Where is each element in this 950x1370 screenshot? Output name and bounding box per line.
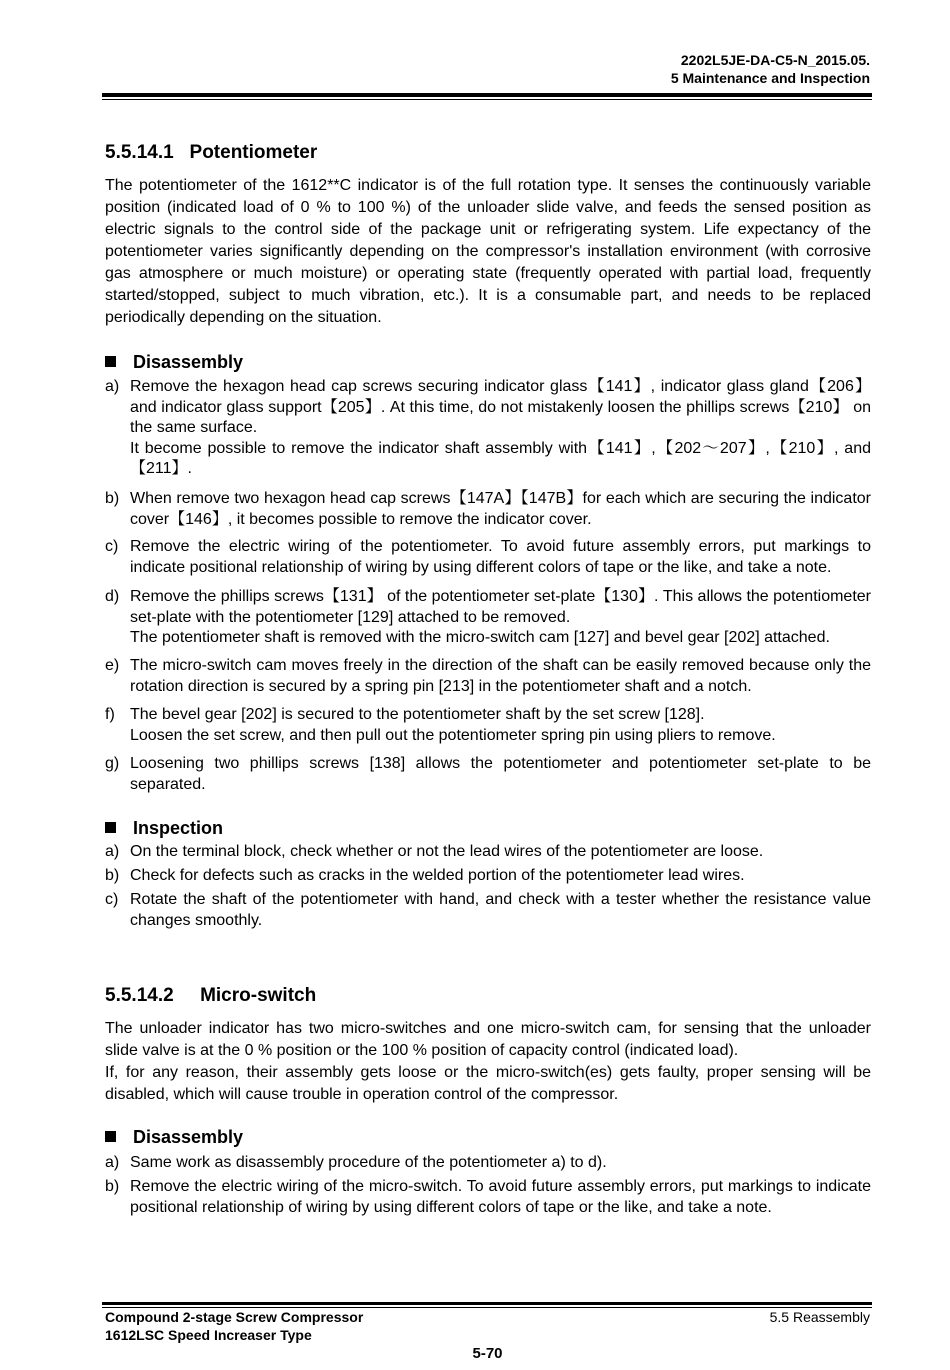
square-bullet-icon bbox=[105, 822, 116, 833]
section-heading-potentiometer bbox=[105, 142, 317, 164]
section-intro: The unloader indicator has two micro-switches and one micro-switch cam, for sensing that the unloader slide valve is at the 0 % position or the 100 % position of capacity control (indicated load). bbox=[105, 1020, 871, 1059]
list-item: a) Same work as disassembly procedure of the potentiometer a) to d). bbox=[105, 1154, 607, 1171]
section-heading-micro-switch bbox=[105, 985, 316, 1007]
header-rule-thin bbox=[102, 99, 872, 100]
footer-rule bbox=[102, 1302, 872, 1305]
subheading-disassembly: Disassembly bbox=[105, 1126, 243, 1148]
subheading-disassembly: Disassembly bbox=[105, 351, 243, 373]
list-item: a) On the terminal block, check whether or not the lead wires of the potentiometer are loose. bbox=[105, 843, 764, 860]
list-item: c) Remove the electric wiring of the potentiometer. To avoid future assembly errors, put markings to indicate positional relationship of wiring by using different colors of tape or the like, and take a note. bbox=[105, 538, 871, 576]
section-number: 5.5.14.2 bbox=[105, 985, 174, 1006]
section-intro: The potentiometer of the 1612**C indicator is of the full rotation type. It senses the continuously variable position (indicated load of 0 % to 100 %) of the unloader slide valve, and feeds the sensed position as electric signals to the control side of the package unit or refrigerating system. Life expectancy of the potentiometer varies significantly depending on the compressor's installation environment (with corrosive gas atmosphere or much moisture) or operating state (frequently operated with partial load, frequently started/stopped, subject to much vibration, etc.). It is a consumable part, and needs to be replaced periodically depending on the situation. bbox=[105, 177, 871, 326]
footer-product: Compound 2-stage Screw Compressor 1612LSC Speed Increaser Type bbox=[105, 1309, 364, 1343]
square-bullet-icon bbox=[105, 356, 116, 367]
list-item: a) Remove the hexagon head cap screws securing indicator glass【141】, indicator glass gland【206】 and indicator glass support【205】. At this time, do not mistakenly loosen the phillips screws【210】 on the same surface. It become possible to remove the indicator shaft assembly with【141】,【202～207】,【210】, and【211】. bbox=[105, 378, 871, 477]
header-chapter: 5 Maintenance and Inspection bbox=[670, 70, 870, 86]
header-doc-id: 2202L5JE-DA-C5-N_2015.05. bbox=[680, 52, 870, 68]
list-item: e) The micro-switch cam moves freely in the direction of the shaft can be easily removed because only the rotation direction is secured by a spring pin [213] in the potentiometer shaft and a notch. bbox=[105, 657, 871, 695]
list-item: g) Loosening two phillips screws [138] allows the potentiometer and potentiometer set-plate to be separated. bbox=[105, 755, 871, 793]
list-item: f) The bevel gear [202] is secured to the potentiometer shaft by the set screw [128]. Loosen the set screw, and then pull out the potentiometer spring pin using pliers to remove. bbox=[105, 706, 776, 744]
list-item: c) Rotate the shaft of the potentiometer with hand, and check with a tester whether the resistance value changes smoothly. bbox=[105, 891, 871, 929]
section-title: Micro-switch bbox=[200, 985, 317, 1006]
list-item: b) Remove the electric wiring of the micro-switch. To avoid future assembly errors, put markings to indicate positional relationship of wiring by using different colors of tape or the like, and take a note. bbox=[105, 1178, 871, 1216]
list-item: d) Remove the phillips screws【131】 of the potentiometer set-plate【130】. This allows the potentiometer set-plate with the potentiometer [129] attached to be removed. The potentiometer shaft is removed with the micro-switch cam [127] and bevel gear [202] attached. bbox=[105, 588, 871, 646]
list-item: b) Check for defects such as cracks in the welded portion of the potentiometer lead wires. bbox=[105, 867, 745, 884]
section-number: 5.5.14.1 bbox=[105, 142, 174, 163]
footer-section: 5.5 Reassembly bbox=[769, 1309, 870, 1325]
header-rule bbox=[102, 93, 872, 97]
section-title: Potentiometer bbox=[189, 142, 318, 163]
list-item: b) When remove two hexagon head cap screws【147A】【147B】for each which are securing the indicator cover【146】, it becomes possible to remove the indicator cover. bbox=[105, 490, 871, 528]
page-header bbox=[671, 51, 870, 87]
square-bullet-icon bbox=[105, 1131, 116, 1142]
section-intro-continued: If, for any reason, their assembly gets loose or the micro-switch(es) gets faulty, proper sensing will be disabled, which will cause trouble in operation control of the compressor. bbox=[105, 1064, 871, 1103]
page-number: 5-70 bbox=[472, 1345, 503, 1362]
subheading-inspection: Inspection bbox=[105, 817, 223, 839]
